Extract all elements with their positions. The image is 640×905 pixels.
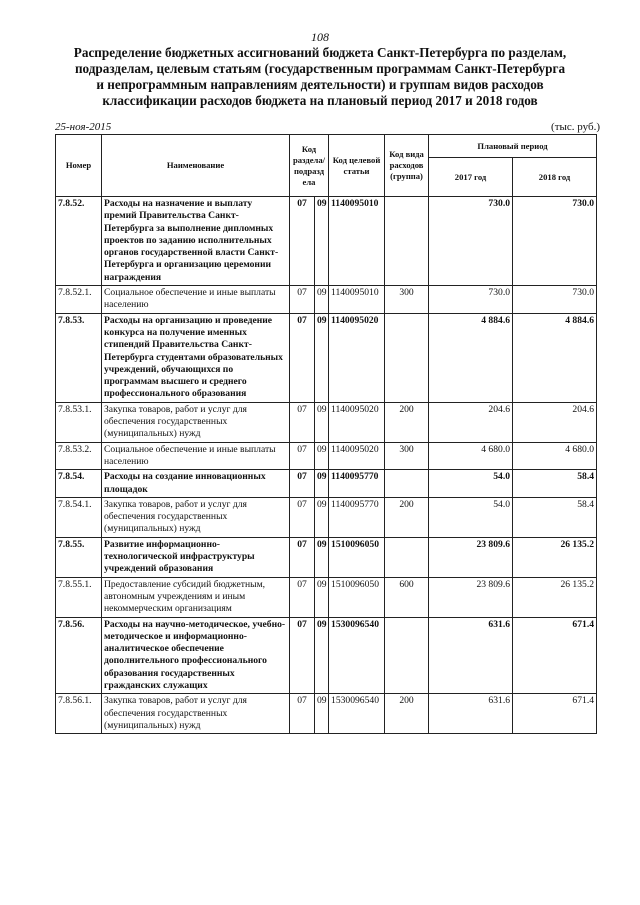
row-value-2017: 730.0 bbox=[429, 197, 513, 286]
table-row bbox=[56, 286, 597, 314]
row-value-2018: 58.4 bbox=[513, 497, 597, 537]
row-expense-type bbox=[385, 197, 429, 286]
row-target-code: 1530096540 bbox=[329, 694, 385, 734]
row-expense-type bbox=[385, 470, 429, 498]
row-section: 07 bbox=[290, 197, 315, 286]
row-section: 07 bbox=[290, 497, 315, 537]
row-target-code: 1140095010 bbox=[329, 286, 385, 314]
row-target-code: 1140095020 bbox=[329, 442, 385, 470]
row-target-code: 1530096540 bbox=[329, 617, 385, 694]
table-row bbox=[56, 197, 597, 286]
header-section: Код раздела/ подразд ела bbox=[290, 135, 329, 197]
row-target-code: 1140095020 bbox=[329, 402, 385, 442]
row-subsection: 09 bbox=[315, 197, 329, 286]
header-number: Номер bbox=[56, 135, 102, 197]
row-subsection: 09 bbox=[315, 577, 329, 617]
row-section: 07 bbox=[290, 617, 315, 694]
row-name: Предоставление субсидий бюджетным, автономным учреждениям и иным некоммерческим организациям bbox=[102, 577, 290, 617]
row-value-2018: 58.4 bbox=[513, 470, 597, 498]
table-body bbox=[56, 197, 597, 734]
row-subsection: 09 bbox=[315, 402, 329, 442]
row-subsection: 09 bbox=[315, 694, 329, 734]
row-number: 7.8.55.1. bbox=[56, 577, 102, 617]
title-line: классификации расходов бюджета на плановый период 2017 и 2018 годов bbox=[102, 93, 538, 108]
row-value-2018: 4 884.6 bbox=[513, 313, 597, 402]
row-section: 07 bbox=[290, 442, 315, 470]
row-number: 7.8.54.1. bbox=[56, 497, 102, 537]
row-value-2017: 4 680.0 bbox=[429, 442, 513, 470]
document-title bbox=[60, 45, 580, 109]
row-section: 07 bbox=[290, 694, 315, 734]
row-expense-type: 200 bbox=[385, 402, 429, 442]
row-section: 07 bbox=[290, 286, 315, 314]
row-value-2017: 730.0 bbox=[429, 286, 513, 314]
row-value-2018: 671.4 bbox=[513, 694, 597, 734]
row-target-code: 1510096050 bbox=[329, 577, 385, 617]
row-name: Расходы на назначение и выплату премий Правительства Санкт-Петербурга за выполнение дипломных проектов по заданию исполнительных органов государственной власти Санкт-Петербурга и организацию церемонии награждения bbox=[102, 197, 290, 286]
row-value-2018: 4 680.0 bbox=[513, 442, 597, 470]
row-number: 7.8.56. bbox=[56, 617, 102, 694]
table-row bbox=[56, 313, 597, 402]
budget-table bbox=[55, 134, 597, 734]
row-value-2018: 26 135.2 bbox=[513, 577, 597, 617]
row-value-2018: 26 135.2 bbox=[513, 537, 597, 577]
row-section: 07 bbox=[290, 537, 315, 577]
row-name: Социальное обеспечение и иные выплаты населению bbox=[102, 286, 290, 314]
row-number: 7.8.52. bbox=[56, 197, 102, 286]
row-target-code: 1140095010 bbox=[329, 197, 385, 286]
row-subsection: 09 bbox=[315, 286, 329, 314]
table-row bbox=[56, 442, 597, 470]
row-subsection: 09 bbox=[315, 442, 329, 470]
row-target-code: 1140095020 bbox=[329, 313, 385, 402]
row-expense-type: 200 bbox=[385, 694, 429, 734]
row-expense-type bbox=[385, 617, 429, 694]
row-number: 7.8.53. bbox=[56, 313, 102, 402]
row-expense-type bbox=[385, 537, 429, 577]
row-expense-type: 600 bbox=[385, 577, 429, 617]
row-name: Расходы на создание инновационных площадок bbox=[102, 470, 290, 498]
row-value-2017: 23 809.6 bbox=[429, 577, 513, 617]
row-value-2017: 631.6 bbox=[429, 694, 513, 734]
row-name: Расходы на организацию и проведение конкурса на получение именных стипендий Правительства Санкт-Петербурга студентами образовательных учреждений, обучающихся по программам высшего и среднего профессионального образования bbox=[102, 313, 290, 402]
row-value-2017: 4 884.6 bbox=[429, 313, 513, 402]
row-value-2017: 54.0 bbox=[429, 497, 513, 537]
row-target-code: 1510096050 bbox=[329, 537, 385, 577]
row-number: 7.8.54. bbox=[56, 470, 102, 498]
header-row bbox=[56, 135, 597, 158]
row-name: Развитие информационно-технологической инфраструктуры учреждений образования bbox=[102, 537, 290, 577]
header-type: Код вида расходов (группа) bbox=[385, 135, 429, 197]
row-name: Социальное обеспечение и иные выплаты населению bbox=[102, 442, 290, 470]
row-subsection: 09 bbox=[315, 470, 329, 498]
row-number: 7.8.55. bbox=[56, 537, 102, 577]
row-value-2017: 204.6 bbox=[429, 402, 513, 442]
table-row bbox=[56, 617, 597, 694]
row-section: 07 bbox=[290, 402, 315, 442]
title-line: и непрограммным направлениям деятельности) и группам видов расходов bbox=[96, 77, 544, 92]
row-name: Расходы на научно-методическое, учебно-методическое и информационно-аналитическое обеспечение дополнительного профессионального образования государственных гражданских служащих bbox=[102, 617, 290, 694]
row-value-2017: 23 809.6 bbox=[429, 537, 513, 577]
header-name: Наименование bbox=[102, 135, 290, 197]
header-target: Код целевой статьи bbox=[329, 135, 385, 197]
row-value-2018: 204.6 bbox=[513, 402, 597, 442]
row-number: 7.8.56.1. bbox=[56, 694, 102, 734]
row-subsection: 09 bbox=[315, 497, 329, 537]
row-subsection: 09 bbox=[315, 313, 329, 402]
row-expense-type bbox=[385, 313, 429, 402]
units-label: (тыс. руб.) bbox=[551, 121, 600, 133]
table-row bbox=[56, 537, 597, 577]
table-row bbox=[56, 577, 597, 617]
row-name: Закупка товаров, работ и услуг для обеспечения государственных (муниципальных) нужд bbox=[102, 497, 290, 537]
row-value-2018: 730.0 bbox=[513, 286, 597, 314]
row-name: Закупка товаров, работ и услуг для обеспечения государственных (муниципальных) нужд bbox=[102, 402, 290, 442]
row-value-2018: 730.0 bbox=[513, 197, 597, 286]
row-section: 07 bbox=[290, 577, 315, 617]
table-row bbox=[56, 470, 597, 498]
row-expense-type: 300 bbox=[385, 442, 429, 470]
row-value-2018: 671.4 bbox=[513, 617, 597, 694]
row-expense-type: 200 bbox=[385, 497, 429, 537]
row-subsection: 09 bbox=[315, 537, 329, 577]
table-row bbox=[56, 402, 597, 442]
header-2017: 2017 год bbox=[429, 158, 513, 197]
page-number: 108 bbox=[311, 30, 329, 44]
document-date: 25-ноя-2015 bbox=[55, 121, 112, 133]
table-row bbox=[56, 497, 597, 537]
row-expense-type: 300 bbox=[385, 286, 429, 314]
table-row bbox=[56, 694, 597, 734]
row-value-2017: 631.6 bbox=[429, 617, 513, 694]
row-section: 07 bbox=[290, 470, 315, 498]
row-number: 7.8.53.2. bbox=[56, 442, 102, 470]
row-value-2017: 54.0 bbox=[429, 470, 513, 498]
title-line: Распределение бюджетных ассигнований бюджета Санкт-Петербурга по разделам, bbox=[73, 45, 567, 60]
row-name: Закупка товаров, работ и услуг для обеспечения государственных (муниципальных) нужд bbox=[102, 694, 290, 734]
row-number: 7.8.53.1. bbox=[56, 402, 102, 442]
title-line: подразделам, целевым статьям (государственным программам Санкт-Петербурга bbox=[74, 61, 566, 76]
row-section: 07 bbox=[290, 313, 315, 402]
row-target-code: 1140095770 bbox=[329, 497, 385, 537]
header-2018: 2018 год bbox=[513, 158, 597, 197]
header-planned: Плановый период bbox=[429, 135, 597, 158]
row-subsection: 09 bbox=[315, 617, 329, 694]
row-number: 7.8.52.1. bbox=[56, 286, 102, 314]
row-target-code: 1140095770 bbox=[329, 470, 385, 498]
